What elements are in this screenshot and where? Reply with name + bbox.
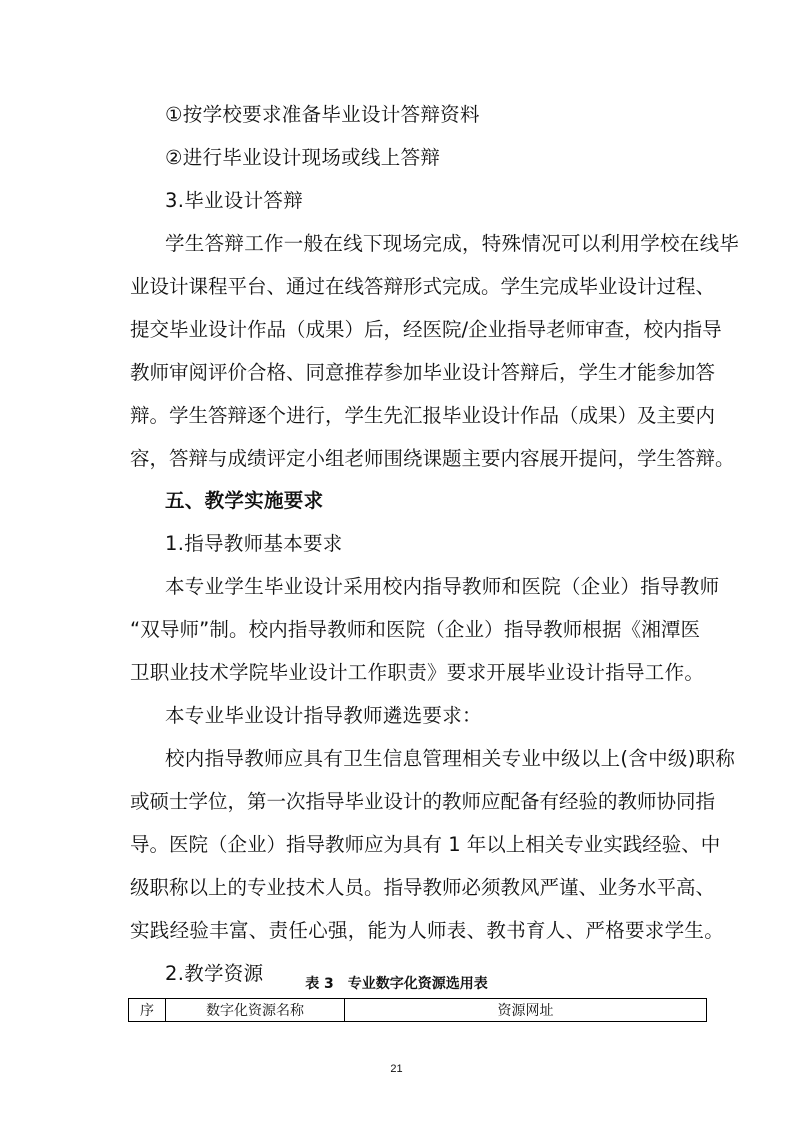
paragraph-line: 级职称以上的专业技术人员。指导教师必须教风严谨、业务水平高、 (130, 876, 716, 899)
step-1-text: ①按学校要求准备毕业设计答辩资料 (165, 103, 480, 126)
paragraph-line: 业设计课程平台、通过在线答辩形式完成。学生完成毕业设计过程、 (130, 275, 716, 298)
paragraph-line: 提交毕业设计作品（成果）后，经医院/企业指导老师审查，校内指导 (130, 318, 722, 341)
subsection-heading: 1.指导教师基本要求 (165, 532, 343, 555)
page-number: 21 (390, 1063, 403, 1075)
paragraph-line: 辩。学生答辩逐个进行，学生先汇报毕业设计作品（成果）及主要内 (130, 404, 716, 427)
paragraph-line: 容，答辩与成绩评定小组老师围绕课题主要内容展开提问，学生答辩。 (130, 447, 735, 470)
paragraph-line: 本专业毕业设计指导教师遴选要求： (165, 704, 482, 727)
paragraph-line: 本专业学生毕业设计采用校内指导教师和医院（企业）指导教师 (165, 575, 720, 598)
column-header-index: 序 (129, 999, 166, 1022)
section-3-heading: 3.毕业设计答辩 (165, 189, 304, 212)
paragraph-line: 实践经验丰富、责任心强，能为人师表、教书育人、严格要求学生。 (130, 919, 725, 942)
subsection-heading: 2.教学资源 (165, 962, 264, 985)
paragraph-line: 卫职业技术学院毕业设计工作职责》要求开展毕业设计指导工作。 (130, 661, 705, 684)
paragraph-line: 教师审阅评价合格、同意推荐参加毕业设计答辩后，学生才能参加答 (130, 361, 716, 384)
step-2-text: ②进行毕业设计现场或线上答辩 (165, 146, 441, 169)
chapter-heading: 五、教学实施要求 (165, 489, 324, 512)
paragraph-line: 导。医院（企业）指导教师应为具有 1 年以上相关专业实践经验、中 (130, 833, 721, 856)
paragraph-line: 或硕士学位，第一次指导毕业设计的教师应配备有经验的教师协同指 (130, 790, 716, 813)
column-header-url: 资源网址 (345, 999, 707, 1022)
paragraph-line: 学生答辩工作一般在线下现场完成，特殊情况可以利用学校在线毕 (165, 232, 740, 255)
paragraph-line: 校内指导教师应具有卫生信息管理相关专业中级以上(含中级)职称 (165, 747, 736, 770)
paragraph-line: “双导师”制。校内指导教师和医院（企业）指导教师根据《湘潭医 (130, 618, 700, 641)
resource-table (128, 998, 707, 1022)
column-header-name: 数字化资源名称 (166, 999, 345, 1022)
table-header-row (129, 999, 707, 1022)
table-caption: 表 3 专业数字化资源选用表 (305, 976, 488, 992)
